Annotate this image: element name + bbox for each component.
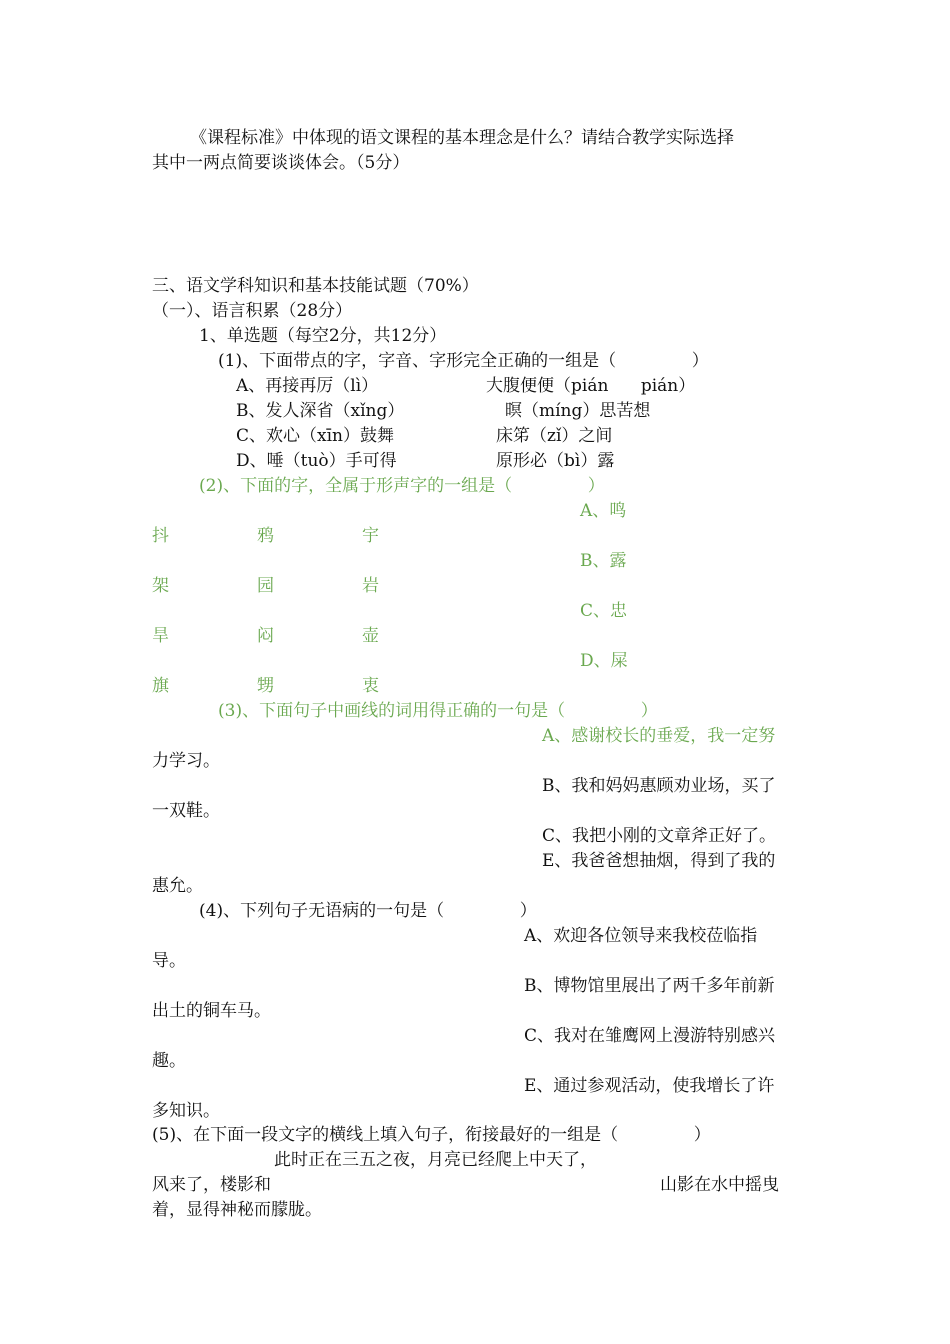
q2-char: 鸦 <box>257 526 274 546</box>
q2-stem: (2)、下面的字，全属于形声字的一组是（ ） <box>199 476 605 496</box>
q2-char: 甥 <box>257 676 274 696</box>
q3-option-e: E、我爸爸想抽烟，得到了我的 <box>542 851 776 871</box>
q4-option-e: E、通过参观活动，使我增长了许 <box>524 1076 775 1096</box>
q3-option-c: C、我把小刚的文章斧正好了。 <box>542 826 777 846</box>
q2-char: 架 <box>152 576 169 596</box>
q4-option-a: A、欢迎各位领导来我校莅临指 <box>524 926 758 946</box>
q2-char: 旱 <box>152 626 169 646</box>
question-group-title: 1、单选题（每空2分，共12分） <box>199 326 447 346</box>
intro-line-2: 其中一两点简要谈谈体会。（5分） <box>152 153 410 173</box>
q3-stem: (3)、下面句子中画线的词用得正确的一句是（ ） <box>218 701 658 721</box>
q2-option-d: D、屎 <box>580 651 628 671</box>
q1-option-c-2: 床笫（zǐ）之间 <box>496 426 613 446</box>
q1-option-d-2: 原形必（bì）露 <box>496 451 615 471</box>
q4-stem: (4)、下列句子无语病的一句是（ ） <box>199 901 537 921</box>
q3-option-a: A、感谢校长的垂爱，我一定努 <box>542 726 776 746</box>
q2-char: 宇 <box>362 526 379 546</box>
q2-char: 壶 <box>362 626 379 646</box>
q3-option-b: B、我和妈妈惠顾劝业场，买了 <box>542 776 776 796</box>
q1-option-a-2: 大腹便便（pián pián） <box>486 376 696 396</box>
q4-option-b: B、博物馆里展出了两千多年前新 <box>524 976 775 996</box>
q4-option-c: C、我对在雏鹰网上漫游特别感兴 <box>524 1026 776 1046</box>
q5-passage-line-1: 此时正在三五之夜，月亮已经爬上中天了， <box>274 1150 597 1170</box>
section-title: 三、语文学科知识和基本技能试题（70%） <box>152 276 479 296</box>
q1-option-a: A、再接再厉（lì） <box>236 376 379 396</box>
q5-passage-line-2b: 山影在水中摇曳 <box>660 1175 779 1195</box>
q2-char: 衷 <box>362 676 379 696</box>
q5-stem: (5)、在下面一段文字的横线上填入句子，衔接最好的一组是（ ） <box>152 1125 711 1145</box>
q2-option-a: A、鸣 <box>580 501 627 521</box>
subsection-title: （一）、语言积累（28分） <box>152 301 353 321</box>
q4-option-c-cont: 趣。 <box>152 1051 186 1071</box>
q4-option-a-cont: 导。 <box>152 951 186 971</box>
q1-option-b: B、发人深省（xǐng） <box>236 401 405 421</box>
q3-option-e-cont: 惠允。 <box>152 876 203 896</box>
q4-option-b-cont: 出土的铜车马。 <box>152 1001 271 1021</box>
q3-option-a-cont: 力学习。 <box>152 751 220 771</box>
q4-option-e-cont: 多知识。 <box>152 1101 220 1121</box>
q2-option-b: B、露 <box>580 551 627 571</box>
q3-option-b-cont: 一双鞋。 <box>152 801 220 821</box>
q2-char: 园 <box>257 576 274 596</box>
q2-char: 旗 <box>152 676 169 696</box>
q2-char: 抖 <box>152 526 169 546</box>
q1-option-d: D、唾（tuò）手可得 <box>236 451 397 471</box>
q2-char: 岩 <box>362 576 379 596</box>
q5-passage-line-2a: 风来了，楼影和 <box>152 1175 271 1195</box>
q2-option-c: C、忠 <box>580 601 628 621</box>
q1-stem: (1)、下面带点的字，字音、字形完全正确的一组是（ ） <box>218 351 709 371</box>
q1-option-b-2: 暝（míng）思苦想 <box>505 401 651 421</box>
q2-char: 闷 <box>257 626 274 646</box>
q1-option-c: C、欢心（xīn）鼓舞 <box>236 426 394 446</box>
q5-passage-line-3: 着，显得神秘而朦胧。 <box>152 1200 322 1220</box>
intro-line-1: 《课程标准》中体现的语文课程的基本理念是什么？请结合教学实际选择 <box>190 128 734 148</box>
